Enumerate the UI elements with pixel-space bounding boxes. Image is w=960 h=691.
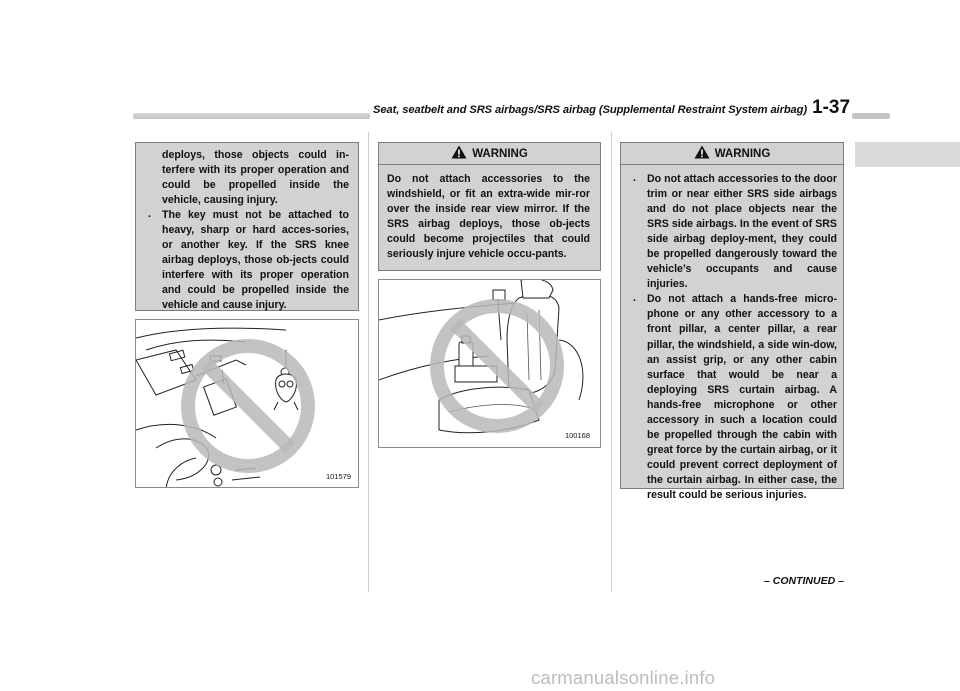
warning-text: Do not attach accessories to the windshield, or fit an extra-wide mir-ror over the inside rear view mirror. If the SRS airbag deploys, those ob-jects could become projectiles that could seriously injure vehicle occu-pants. [387,173,590,261]
header-rule-right [852,113,890,119]
list-item-text: Do not attach a hands-free micro-phone or any other accessory to a front pillar, a center pillar, a rear pillar, the windshield, a side win-dow, an assist grip, or any other cabin surface that would be near a deploying SRS curtain airbag. A hands-free microphone or other accessory in such a location could be propelled through the cabin with great force by the curtain airbag, or it could prevent correct deployment of the curtain airbag. In either case, the result could be serious injuries. [647,293,837,501]
warning-title: WARNING [714,147,771,160]
warning-title: WARNING [472,147,528,160]
continued-label: – CONTINUED – [764,575,844,587]
list-item [144,208,349,313]
section-title: Seat, seatbelt and SRS airbags/SRS airbag (Supplemental Restraint System airbag) [373,104,808,116]
mirror-illustration [136,320,359,488]
warning-continued-text: deploys, those objects could in-terfere with its proper operation and could be propelled inside the vehicle, causing injury. [162,149,349,207]
figure-code: 100168 [564,431,590,440]
warning-triangle-icon [451,145,467,162]
bullet-marker: . [633,172,636,184]
warning-box-continued [135,142,359,311]
figure-seat [378,279,601,448]
warning-box [378,142,601,271]
bullet-marker: . [633,292,636,305]
list-item-text: Do not attach accessories to the door trim or near either SRS side airbags and do not place objects near the SRS side airbags. In the event of SRS side airbag deploy-ment, they could be propelled dangerously toward the vehicle’s occupants and cause injuries. [647,173,837,291]
list-item [629,172,837,292]
warning-box [620,142,844,501]
column-divider [611,132,612,592]
page-number: 1-37 [812,97,851,118]
header-rule-left [133,113,370,119]
figure-interior-mirror [135,319,359,488]
list-item [629,292,837,503]
list-item-text: The key must not be attached to heavy, sharp or hard acces-sories, or another key. If the SRS knee airbag deploys, those ob-jects could interfere with its proper operation and could be propelled inside the vehicle and cause injury. [162,209,349,312]
warning-triangle-icon [694,145,710,162]
watermark: carmanualsonline.info [531,667,716,688]
chapter-thumb-tab [855,142,960,167]
warning-header [621,143,843,165]
warning-header [379,143,600,165]
seat-illustration [379,280,601,448]
bullet-marker: . [148,208,151,221]
figure-code: 101579 [325,472,351,481]
column-divider [368,132,369,592]
